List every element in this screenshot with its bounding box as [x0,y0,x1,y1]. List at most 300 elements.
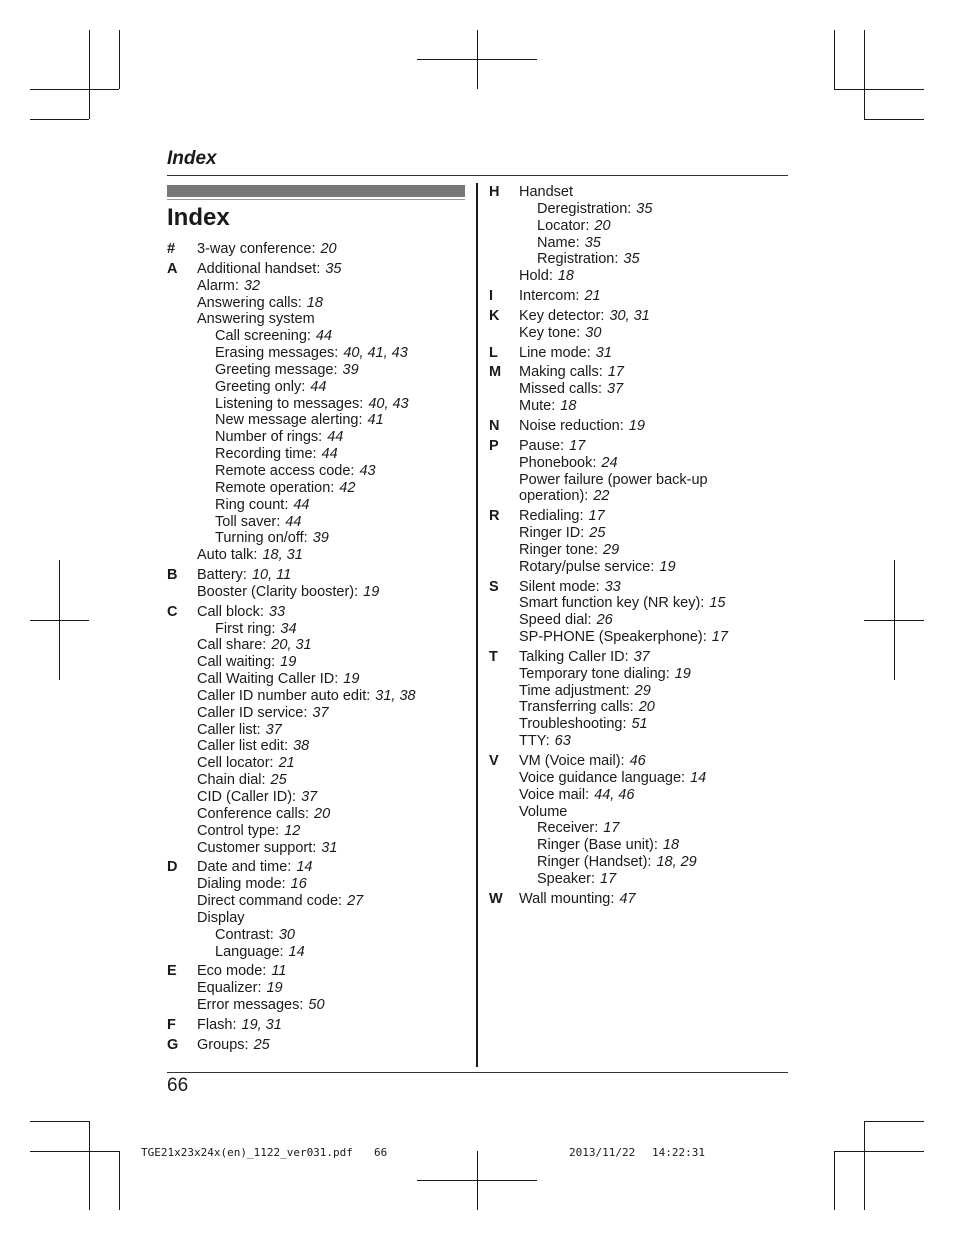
index-subentry [197,497,467,514]
index-entry [519,308,779,325]
index-entry [197,738,467,755]
entry-pages: 18 [306,294,323,311]
entry-pages: 51 [631,716,648,733]
index-letter: H [489,184,500,200]
entry-term: Recording time: [215,446,317,463]
entry-pages: 20 [594,217,611,234]
index-entry [197,261,467,278]
index-entry [197,806,467,823]
entry-term: Noise reduction: [519,417,624,434]
index-subentry [197,446,467,463]
index-entry [519,542,779,559]
header-rule [167,175,788,176]
entry-pages: 37 [607,381,624,398]
entry-term: Groups: [197,1036,249,1053]
index-subentry [197,379,467,396]
entry-pages: 17 [600,870,617,887]
entry-pages: 31 [595,344,612,361]
index-letter: R [489,508,500,525]
entry-pages: 24 [601,454,618,471]
entry-term: Number of rings: [215,429,323,446]
index-entry [197,1017,467,1034]
index-letter: T [489,648,498,665]
entry-pages: 17 [588,508,605,525]
title-bar [167,185,465,197]
index-group [489,649,779,750]
index-entry [519,398,779,415]
entry-term: Receiver: [537,820,599,837]
entry-term: Battery: [197,567,247,584]
entry-pages: 35 [584,234,601,251]
index-subentry [197,345,467,362]
index-entry [197,755,467,772]
title-bar-underline [167,199,465,200]
index-entry [519,508,779,525]
entry-pages: 40, 43 [368,395,409,412]
entry-term: Ringer (Handset): [537,854,652,871]
index-entry [197,547,467,564]
entry-pages: 19 [674,665,691,682]
entry-pages: 18, 29 [656,854,697,871]
running-head: Index [167,148,217,169]
entry-pages: 19, 31 [241,1016,282,1033]
index-subentry [519,251,779,268]
index-entry [519,733,779,750]
index-letter: L [489,344,498,361]
index-entry [197,584,467,601]
entry-pages: 22 [593,488,610,505]
entry-term: Remote operation: [215,479,335,496]
entry-pages: 19 [363,583,380,600]
entry-pages: 19 [280,654,297,671]
index-subentry [197,944,467,961]
entry-term: Listening to messages: [215,395,364,412]
index-entry [197,997,467,1014]
entry-pages: 33 [604,578,621,595]
index-entry [197,980,467,997]
entry-pages: 44 [293,496,310,513]
entry-pages: 25 [253,1036,270,1053]
index-group [489,508,779,575]
index-group [489,891,779,908]
entry-pages: 44 [285,513,302,530]
index-subentry [519,820,779,837]
index-group [167,604,467,857]
index-entry [519,325,779,342]
index-subentry [197,362,467,379]
entry-pages: 10, 11 [251,567,292,584]
entry-term: Ringer tone: [519,541,598,558]
entry-pages: 18, 31 [262,547,303,564]
index-entry [197,654,467,671]
entry-term: Time adjustment: [519,682,630,699]
entry-term: Rotary/pulse service: [519,558,655,575]
entry-term: Deregistration: [537,200,632,217]
index-letter: V [489,753,499,769]
index-entry [519,787,779,804]
entry-term: Greeting message: [215,361,338,378]
entry-pages: 30 [585,324,602,341]
index-subentry [519,218,779,235]
index-subentry [197,396,467,413]
entry-pages: 39 [312,530,329,547]
index-entry [197,688,467,705]
index-subentry [519,871,779,888]
index-entry [197,893,467,910]
index-entry [519,753,779,770]
entry-term: Flash: [197,1016,237,1033]
entry-pages: 29 [634,682,651,699]
index-subentry [197,429,467,446]
index-subentry [197,463,467,480]
entry-pages: 25 [589,525,606,542]
entry-term: Troubleshooting: [519,716,627,733]
entry-pages: 31 [321,839,338,856]
entry-term: Missed calls: [519,381,602,398]
index-entry [197,604,467,621]
index-entry [197,876,467,893]
entry-pages: 16 [290,876,307,893]
entry-pages: 30 [278,926,295,943]
index-entry [519,472,779,489]
entry-term: Customer support: [197,839,317,856]
index-subentry [197,927,467,944]
entry-term: Date and time: [197,859,292,876]
index-letter: P [489,437,499,454]
entry-term: Cell locator: [197,755,274,772]
entry-pages: 33 [268,603,286,620]
entry-term: New message alerting: [215,412,363,429]
entry-pages: 17 [607,364,624,381]
slug-time: 14:22:31 [652,1146,705,1159]
index-entry [519,559,779,576]
entry-term: Greeting only: [215,378,306,395]
entry-term: Voice guidance language: [519,769,686,786]
entry-term: Hold: [519,268,553,285]
slug-file-page: 66 [374,1146,388,1159]
page-number: 66 [167,1075,189,1096]
entry-pages: 29 [603,541,620,558]
entry-pages: 46 [629,753,646,769]
entry-term: Caller ID number auto edit: [197,687,371,704]
index-subentry [197,530,467,547]
index-letter: N [489,417,500,434]
entry-pages: 30, 31 [609,307,650,324]
entry-term: Caller list: [197,721,261,738]
entry-term: Handset [519,184,574,200]
entry-pages: 41 [367,412,384,429]
entry-term: Answering calls: [197,294,302,311]
entry-pages: 34 [280,620,297,637]
index-group [167,1037,467,1054]
entry-pages: 11 [271,963,287,980]
entry-term: Answering system [197,311,315,328]
index-entry [519,595,779,612]
entry-term: Speaker: [537,870,596,887]
entry-pages: 18 [662,837,680,854]
index-group [167,567,467,601]
index-entry [197,705,467,722]
entry-term: Call waiting: [197,654,276,671]
index-group [489,184,779,285]
entry-pages: 37 [312,704,329,721]
index-subentry [519,201,779,218]
entry-pages: 14 [296,859,313,876]
entry-pages: 17 [711,629,728,646]
entry-term: Alarm: [197,277,239,294]
entry-term: Caller ID service: [197,704,308,721]
entry-term: Error messages: [197,997,304,1014]
entry-term: Eco mode: [197,963,267,980]
index-entry [519,666,779,683]
entry-pages: 35 [325,260,342,277]
entry-term: 3-way conference: [197,241,316,257]
index-entry [519,288,779,305]
index-entry [197,722,467,739]
entry-pages: 35 [623,251,640,268]
index-letter: E [167,963,177,980]
index-entry [197,789,467,806]
index-letter: D [167,859,178,876]
page-title: Index [167,204,230,231]
index-entry [197,963,467,980]
footer-rule [167,1072,788,1073]
entry-term: Direct command code: [197,893,343,910]
index-entry [519,629,779,646]
entry-pages: 44 [310,378,327,395]
entry-term: Control type: [197,822,280,839]
entry-pages: 19 [659,558,676,575]
entry-term: Dialing mode: [197,876,286,893]
entry-term: Smart function key (NR key): [519,595,705,612]
entry-term: Silent mode: [519,578,600,595]
entry-pages: 19 [343,671,360,688]
index-entry [197,772,467,789]
slug-date: 2013/11/22 [569,1146,636,1159]
entry-term: Erasing messages: [215,345,339,362]
index-entry [519,716,779,733]
entry-pages: 27 [347,893,364,910]
index-group [167,241,467,258]
entry-term: Call screening: [215,328,311,345]
index-letter: B [167,567,178,584]
index-entry [519,579,779,596]
entry-pages: 50 [308,997,325,1014]
index-entry [197,241,467,258]
entry-term: VM (Voice mail): [519,753,625,769]
entry-term: TTY: [519,733,550,750]
index-entry [197,311,467,328]
entry-term: Speed dial: [519,612,592,629]
index-subentry [197,480,467,497]
entry-term: Intercom: [519,288,580,305]
entry-pages: 18 [560,398,577,415]
index-letter: S [489,578,499,595]
entry-term: Contrast: [215,926,274,943]
index-entry [519,364,779,381]
index-entry [197,637,467,654]
index-letter: F [167,1016,176,1033]
entry-pages: 21 [584,288,601,305]
index-letter: A [167,260,178,277]
entry-term: Power failure (power back-up [519,471,708,488]
entry-pages: 12 [284,822,301,839]
entry-term: Conference calls: [197,805,310,822]
entry-pages: 63 [554,733,571,750]
entry-pages: 44, 46 [594,786,635,803]
entry-term: Key tone: [519,324,581,341]
entry-term: Booster (Clarity booster): [197,583,359,600]
index-group [489,753,779,888]
entry-pages: 47 [619,890,636,907]
entry-term: Mute: [519,398,556,415]
entry-term: Call block: [197,603,264,620]
entry-term: First ring: [215,620,276,637]
entry-pages: 35 [636,200,653,217]
index-subentry [197,412,467,429]
entry-pages: 21 [278,755,295,772]
index-entry [197,567,467,584]
index-entry [519,455,779,472]
entry-term: Talking Caller ID: [519,648,629,665]
entry-pages: 44 [321,446,338,463]
index-entry [519,891,779,908]
index-subentry [197,328,467,345]
entry-pages: 37 [265,721,282,738]
entry-pages: 20 [314,805,331,822]
index-column-left [167,241,467,1057]
entry-term: Key detector: [519,307,605,324]
entry-pages: 38 [293,738,310,755]
index-entry [519,345,779,362]
index-entry [519,525,779,542]
entry-pages: 37 [301,789,318,805]
index-subentry [519,837,779,854]
index-entry [519,683,779,700]
index-entry [519,770,779,787]
entry-term: Call Waiting Caller ID: [197,671,339,688]
index-entry [519,699,779,716]
entry-term: Chain dial: [197,772,266,789]
index-subentry [519,235,779,252]
index-group [489,345,779,362]
entry-term: Call share: [197,637,267,654]
index-group [489,438,779,505]
index-entry [519,184,779,201]
index-entry [197,1037,467,1054]
index-column-right [489,184,779,911]
entry-term: SP-PHONE (Speakerphone): [519,629,707,646]
entry-pages: 26 [596,612,613,629]
entry-term: Toll saver: [215,513,281,530]
entry-pages: 43 [359,462,376,479]
entry-term: Auto talk: [197,547,258,564]
entry-term: Volume [519,803,568,820]
index-letter: M [489,364,502,381]
entry-pages: 20 [638,699,655,716]
slug-file: TGE21x23x24x(en)_1122_ver031.pdf [141,1146,353,1159]
entry-term: Locator: [537,217,590,234]
index-group [167,261,467,564]
index-letter: C [167,603,178,620]
entry-term: Ring count: [215,496,289,513]
entry-term: Additional handset: [197,260,321,277]
index-group [489,418,779,435]
index-entry [197,859,467,876]
entry-pages: 42 [339,479,356,496]
entry-pages: 37 [633,648,650,665]
index-entry [197,671,467,688]
index-entry [519,488,779,505]
entry-pages: 44 [327,429,344,446]
index-entry [519,612,779,629]
entry-pages: 44 [315,328,333,345]
entry-pages: 39 [342,361,359,378]
entry-term: Remote access code: [215,462,355,479]
entry-pages: 17 [603,820,620,837]
entry-term: Caller list edit: [197,738,289,755]
index-entry [519,438,779,455]
index-group [489,308,779,342]
entry-pages: 17 [569,437,586,454]
index-group [489,288,779,305]
index-entry [519,418,779,435]
entry-term: Transferring calls: [519,699,634,716]
entry-pages: 19 [266,980,283,997]
index-entry [519,649,779,666]
entry-pages: 19 [628,417,645,434]
index-entry [197,840,467,857]
entry-term: Line mode: [519,344,591,361]
index-group [167,1017,467,1034]
entry-pages: 14 [288,943,305,960]
index-entry [519,381,779,398]
index-entry [519,268,779,285]
entry-term: operation): [519,488,589,505]
index-subentry [197,514,467,531]
entry-term: Display [197,909,245,926]
entry-term: Name: [537,234,580,251]
column-divider [476,183,478,1067]
index-letter: I [489,288,494,305]
entry-term: Temporary tone dialing: [519,665,670,682]
entry-term: Voice mail: [519,786,590,803]
index-group [167,963,467,1014]
index-subentry [519,854,779,871]
entry-pages: 25 [270,772,287,789]
entry-pages: 20, 31 [271,637,312,654]
index-letter: W [489,890,503,907]
entry-pages: 15 [709,595,726,612]
entry-pages: 20 [320,241,337,257]
index-group [167,859,467,960]
entry-term: Equalizer: [197,980,262,997]
entry-term: Turning on/off: [215,530,308,547]
index-entry [519,804,779,821]
entry-pages: 31, 38 [375,687,416,704]
entry-term: Ringer (Base unit): [537,837,658,854]
index-group [489,579,779,646]
entry-term: CID (Caller ID): [197,789,297,805]
entry-term: Making calls: [519,364,603,381]
entry-term: Language: [215,943,284,960]
entry-term: Wall mounting: [519,890,615,907]
entry-term: Ringer ID: [519,525,585,542]
index-group [489,364,779,415]
entry-pages: 18 [557,268,574,285]
entry-term: Registration: [537,251,619,268]
index-letter: # [167,241,176,257]
